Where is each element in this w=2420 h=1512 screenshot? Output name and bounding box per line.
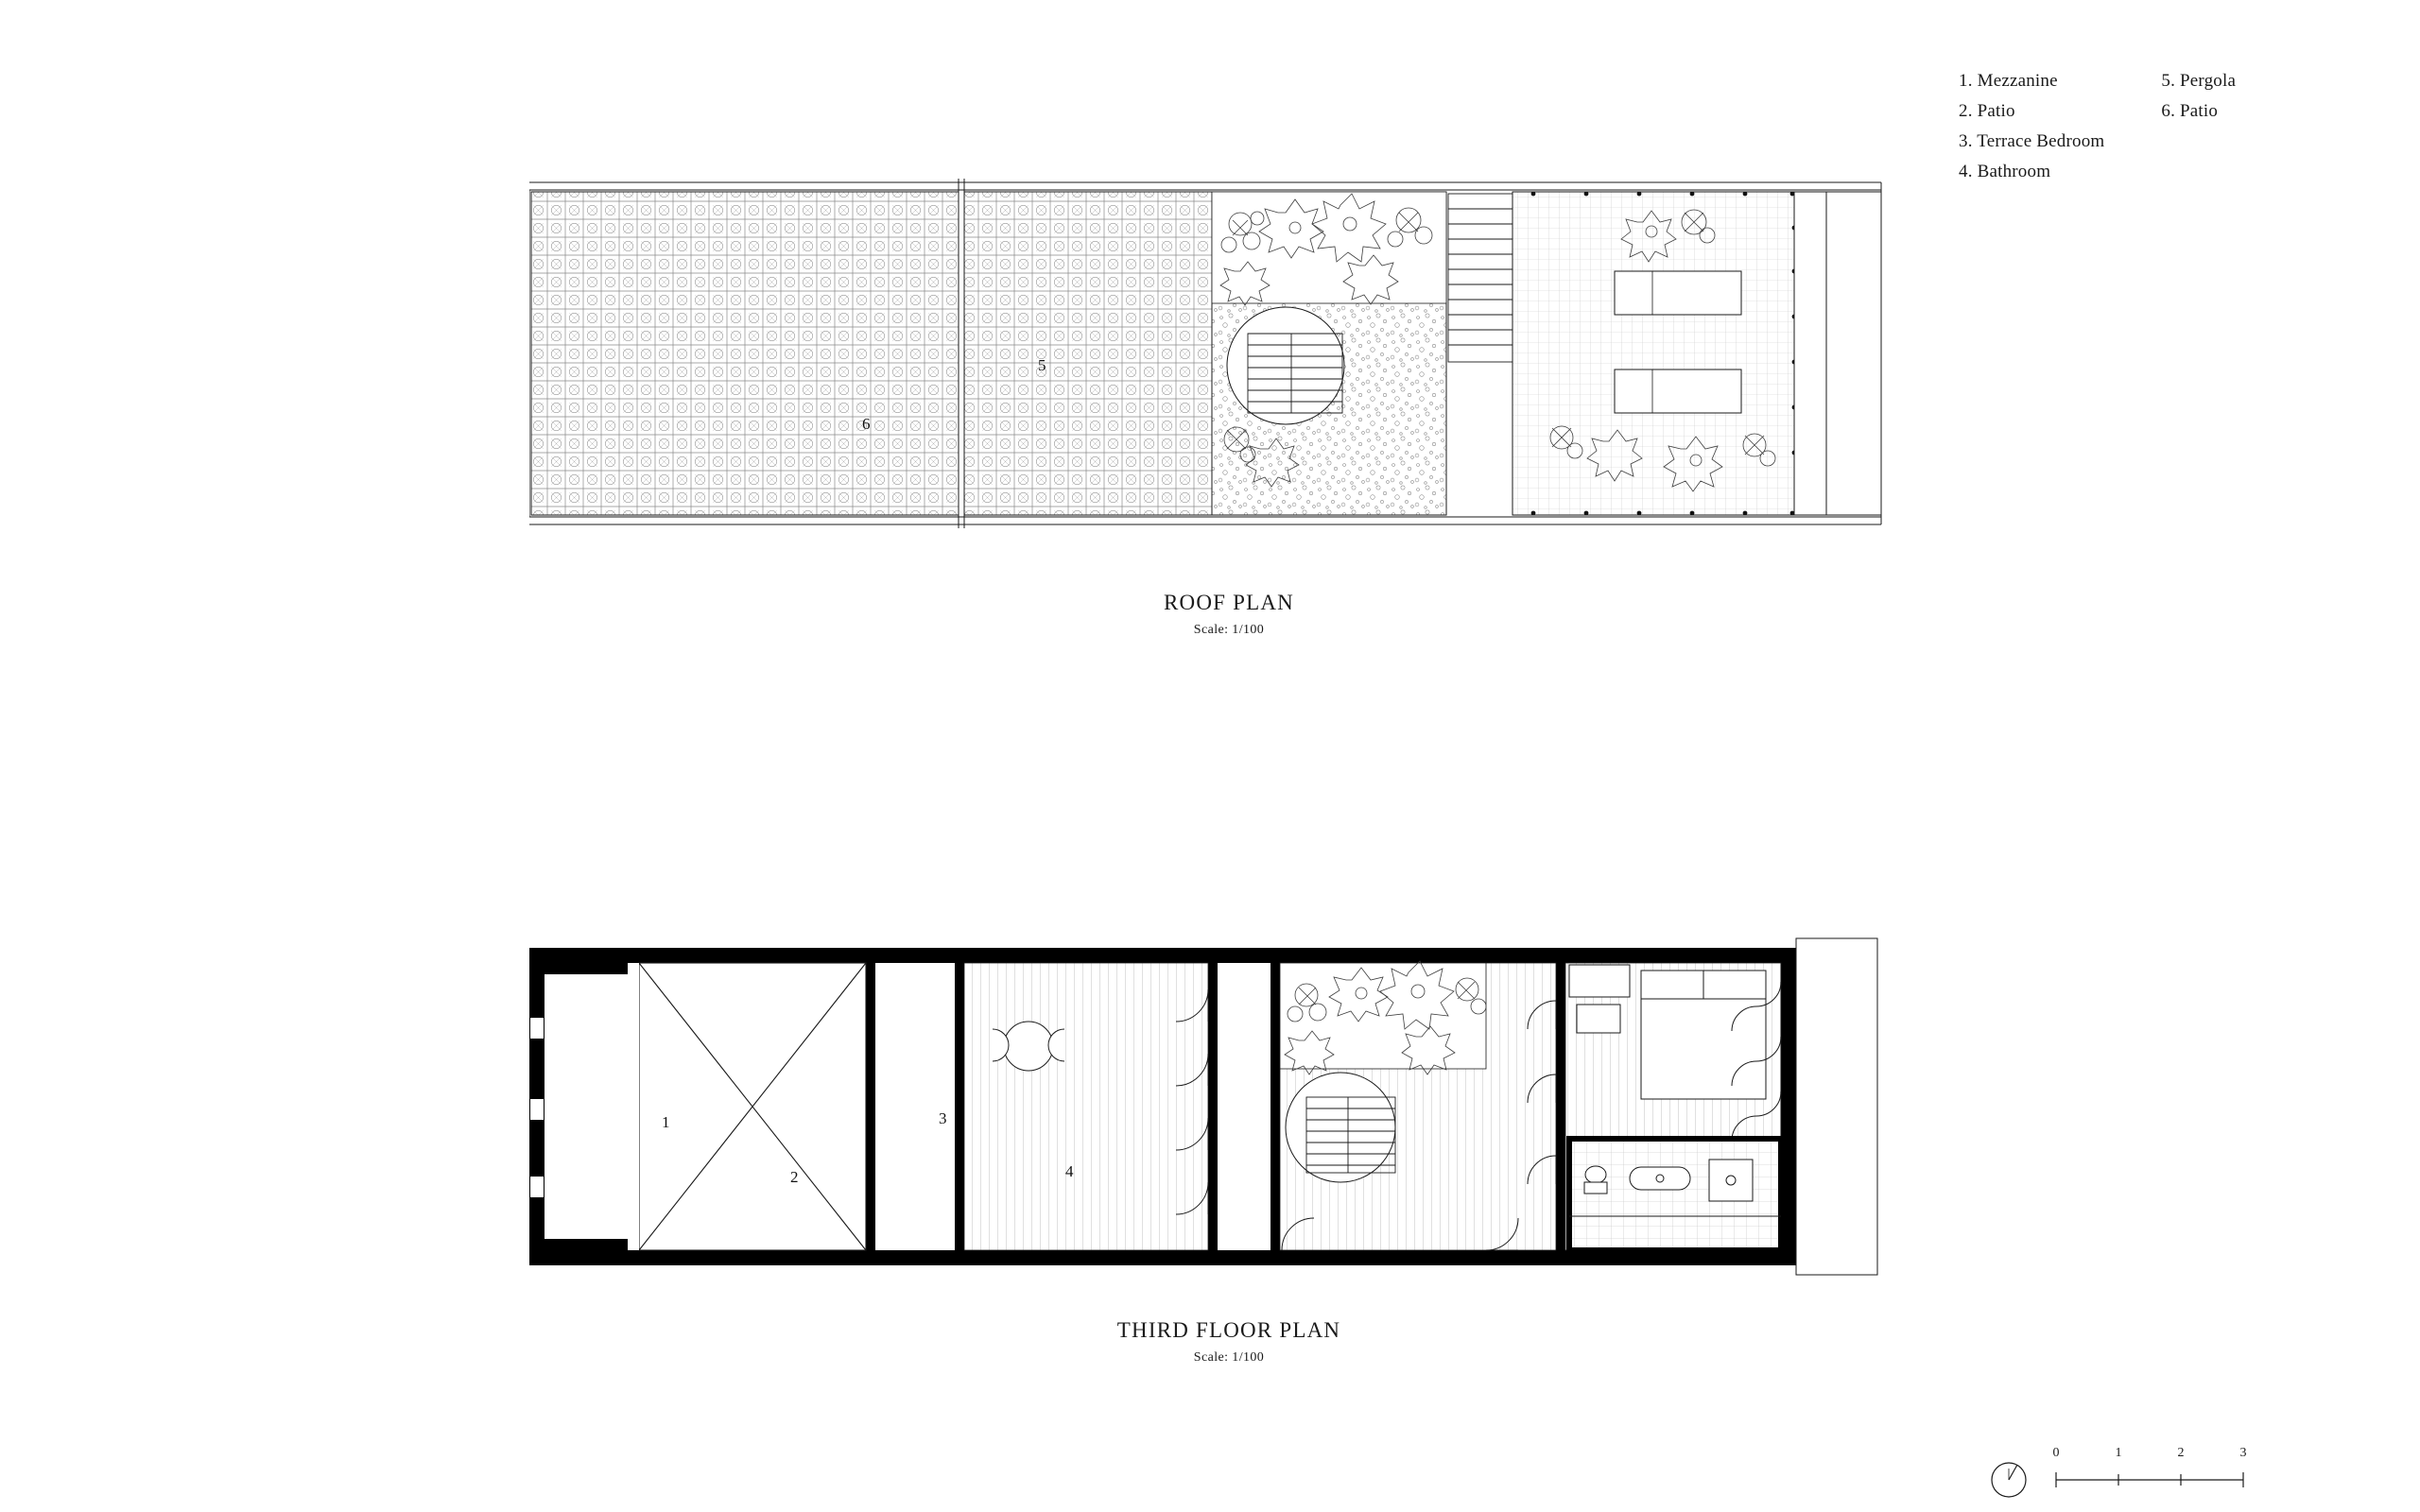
third-floor-plan-caption bbox=[529, 1318, 1928, 1366]
third-floor-plan-title: THIRD FLOOR PLAN bbox=[1116, 1318, 1341, 1342]
north-arrow-icon bbox=[1992, 1463, 2026, 1497]
third-floor-plan-svg bbox=[529, 931, 1928, 1384]
legend-item: 4. Bathroom bbox=[1959, 162, 2051, 181]
scale-tick: 0 bbox=[2052, 1446, 2060, 1460]
roof-plan-room-number: 5 bbox=[1038, 356, 1046, 374]
third-floor-plan-drawing bbox=[529, 931, 1928, 1384]
legend-item: 6. Patio bbox=[2161, 101, 2219, 121]
roof-plan-svg bbox=[529, 165, 1928, 572]
scale-tick: 2 bbox=[2177, 1446, 2185, 1460]
roof-plan-room-number: 6 bbox=[862, 415, 871, 433]
third-floor-room-number: 3 bbox=[939, 1109, 947, 1127]
third-floor-room-number: 4 bbox=[1065, 1162, 1074, 1180]
legend-item: 1. Mezzanine bbox=[1959, 71, 2058, 91]
legend bbox=[1959, 66, 2356, 187]
legend-item: 3. Terrace Bedroom bbox=[1959, 131, 2105, 151]
third-floor-plan-scale: Scale: 1/100 bbox=[1193, 1350, 1265, 1365]
legend-item: 5. Pergola bbox=[2161, 71, 2237, 91]
roof-plan-drawing bbox=[529, 165, 1928, 637]
scale-bar-svg bbox=[1990, 1446, 2273, 1503]
scale-bar bbox=[1990, 1446, 2273, 1503]
legend-column-left bbox=[1959, 66, 2104, 187]
roof-plan-caption bbox=[529, 591, 1928, 638]
roof-plan-title: ROOF PLAN bbox=[1164, 591, 1294, 614]
scale-tick: 3 bbox=[2239, 1446, 2247, 1460]
third-floor-room-number: 2 bbox=[790, 1168, 799, 1186]
legend-item: 2. Patio bbox=[1959, 101, 2015, 121]
third-floor-room-number: 1 bbox=[662, 1113, 670, 1131]
scale-tick: 1 bbox=[2115, 1446, 2122, 1460]
legend-column-right bbox=[2161, 66, 2236, 187]
roof-plan-scale: Scale: 1/100 bbox=[1193, 623, 1265, 637]
